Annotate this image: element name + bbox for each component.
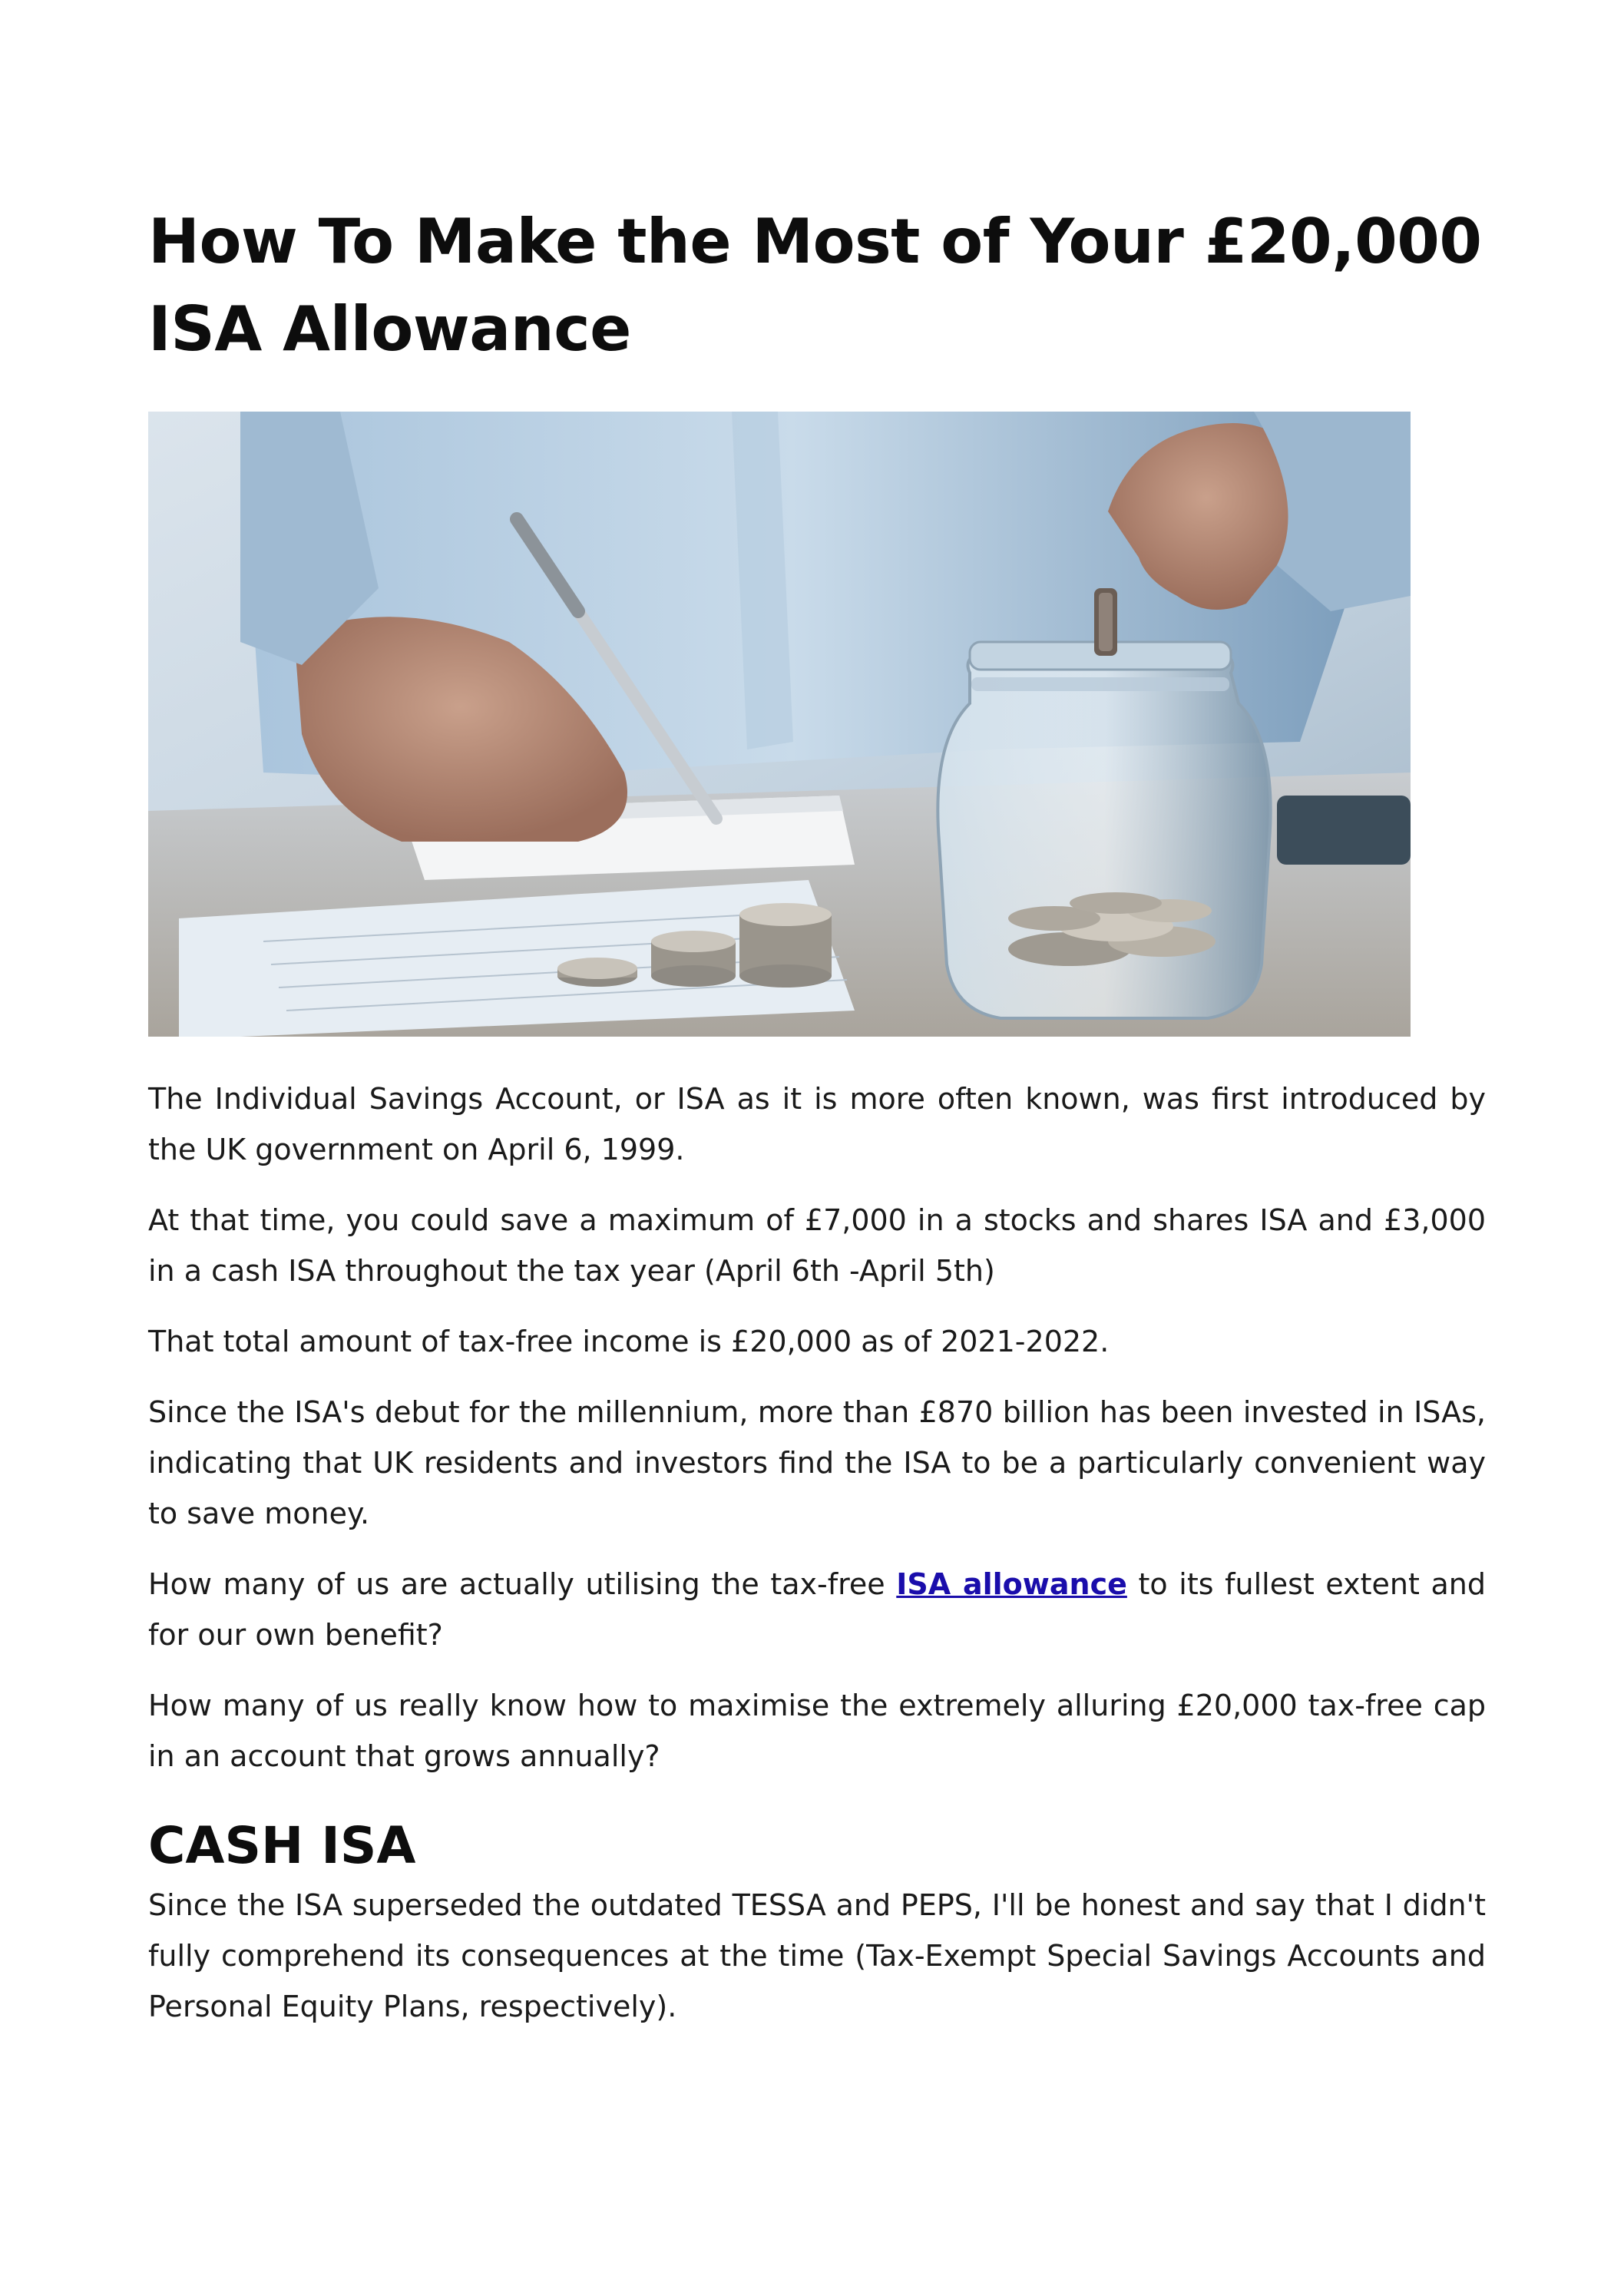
paragraph-history: At that time, you could save a maximum of £7,000 in a stocks and shares ISA and £3,000 in a cash ISA throughout the tax year (April 6th -April 5th) [148,1203,1486,1288]
paragraph-total: That total amount of tax-free income is £20,000 as of 2021-2022. [148,1325,1110,1358]
paragraph-investment: Since the ISA's debut for the millennium, more than £870 billion has been invested in ISAs, indicating that UK residents and investors find the ISA to be a particularly convenient way to save money. [148,1395,1486,1530]
paragraph-maximise-question: How many of us really know how to maximise the extremely alluring £20,000 tax-free cap in an account that grows annually? [148,1689,1486,1773]
hero-image [148,412,1411,1037]
section-heading-cash-isa: CASH ISA [148,1816,416,1875]
paragraph-allowance-question [148,1559,1486,1660]
isa-allowance-link[interactable]: ISA allowance [896,1567,1127,1601]
article [148,198,1486,2023]
paragraph-cash-isa: Since the ISA superseded the outdated TESSA and PEPS, I'll be honest and say that I didn't fully comprehend its consequences at the time (Tax-Exempt Special Savings Accounts and Personal Equity Plans, respectively). [148,1888,1486,2023]
paragraph-text-before-link: How many of us are actually utilising the tax-free [148,1567,897,1601]
article-body [148,1074,1486,2052]
paragraph-intro: The Individual Savings Account, or ISA as it is more often known, was first introduced by the UK government on April 6, 1999. [148,1082,1486,1166]
paragraph-text-after-link: to its fullest extent and for our own benefit? [148,1567,1486,1652]
page-title: How To Make the Most of Your £20,000 ISA Allowance [148,206,1482,365]
